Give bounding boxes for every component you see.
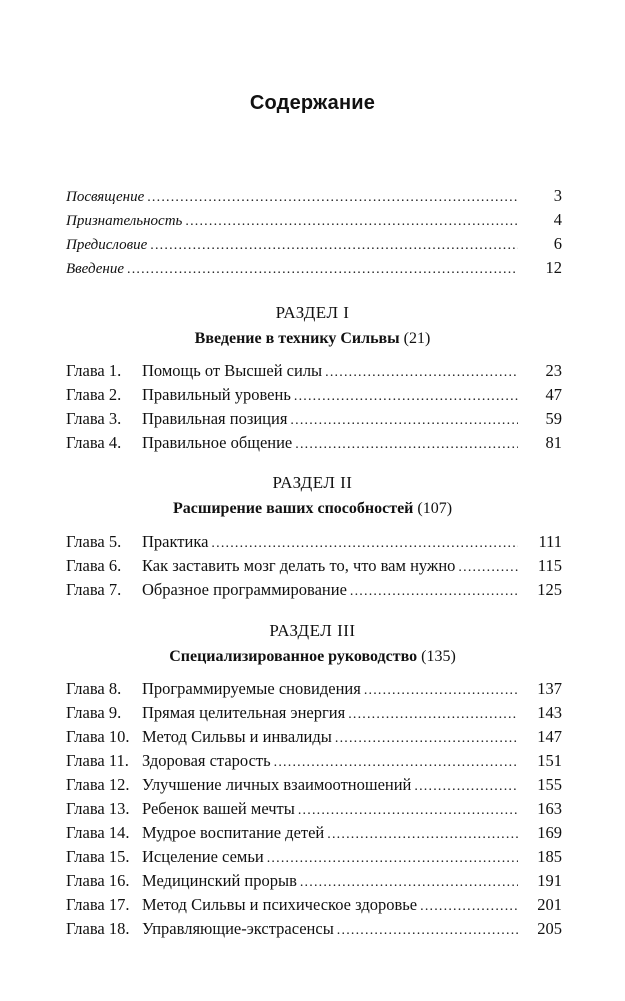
entry-page: 143 bbox=[537, 703, 562, 722]
entry-title: Медицинский прорыв bbox=[142, 871, 297, 890]
toc-entry bbox=[66, 797, 562, 821]
dot-leader bbox=[348, 703, 518, 727]
chapter-list bbox=[66, 677, 562, 941]
section-title: Расширение ваших способностей bbox=[172, 500, 414, 517]
entry-title: Прямая целительная энергия bbox=[142, 703, 346, 722]
entry-title: Программируемые сновидения bbox=[142, 679, 361, 698]
toc-entry bbox=[66, 208, 562, 232]
entry-page: 125 bbox=[537, 580, 562, 599]
dot-leader bbox=[300, 871, 518, 895]
entry-page: 59 bbox=[545, 409, 562, 428]
dot-leader bbox=[298, 799, 518, 823]
section-title: Введение в технику Сильвы bbox=[194, 330, 400, 347]
section-heading bbox=[0, 302, 625, 350]
toc-entry bbox=[66, 232, 562, 256]
entry-title: Правильное общение bbox=[142, 433, 293, 452]
entry-title: Здоровая старость bbox=[142, 751, 271, 770]
dot-leader bbox=[185, 210, 518, 234]
toc-entry bbox=[66, 893, 562, 917]
dot-leader bbox=[337, 919, 518, 943]
dot-leader bbox=[458, 556, 518, 580]
entry-page: 115 bbox=[537, 556, 562, 575]
dot-leader bbox=[420, 895, 518, 919]
toc-entry bbox=[66, 869, 562, 893]
toc-entry bbox=[66, 184, 562, 208]
section-label: РАЗДЕЛ II bbox=[272, 473, 353, 492]
entry-title: Метод Сильвы и инвалиды bbox=[142, 727, 332, 746]
toc-entry bbox=[66, 725, 562, 749]
entry-title: Как заставить мозг делать то, что вам нужно bbox=[142, 556, 456, 575]
entry-title: Введение bbox=[66, 261, 124, 277]
entry-page: 4 bbox=[553, 210, 562, 229]
entry-title: Улучшение личных взаимоотношений bbox=[142, 775, 412, 794]
toc-entry bbox=[66, 431, 562, 455]
dot-leader bbox=[290, 409, 518, 433]
entry-page: 185 bbox=[537, 847, 562, 866]
dot-leader bbox=[335, 727, 518, 751]
dot-leader bbox=[267, 847, 518, 871]
dot-leader bbox=[350, 580, 518, 604]
section-heading bbox=[0, 620, 625, 668]
entry-page: 191 bbox=[537, 871, 562, 890]
toc-entry bbox=[66, 359, 562, 383]
toc-entry bbox=[66, 677, 562, 701]
chapter-label: Глава 8. bbox=[66, 679, 122, 698]
entry-title: Мудрое воспитание детей bbox=[142, 823, 325, 842]
section-page: (21) bbox=[403, 330, 431, 347]
chapter-label: Глава 10. bbox=[66, 727, 130, 746]
entry-page: 155 bbox=[537, 775, 562, 794]
entry-title: Ребенок вашей мечты bbox=[142, 799, 295, 818]
section-heading bbox=[0, 472, 625, 520]
entry-page: 147 bbox=[537, 727, 562, 746]
dot-leader bbox=[274, 751, 518, 775]
dot-leader bbox=[414, 775, 518, 799]
entry-page: 111 bbox=[538, 532, 562, 551]
entry-title: Управляющие-экстрасенсы bbox=[142, 919, 334, 938]
toc-entry bbox=[66, 821, 562, 845]
entry-title: Посвящение bbox=[66, 189, 145, 205]
section-page: (135) bbox=[421, 648, 456, 665]
section-title-line bbox=[0, 498, 625, 520]
entry-page: 137 bbox=[537, 679, 562, 698]
chapter-label: Глава 13. bbox=[66, 799, 130, 818]
toc-entry bbox=[66, 845, 562, 869]
chapter-label: Глава 6. bbox=[66, 556, 122, 575]
toc-entry bbox=[66, 917, 562, 941]
toc-entry bbox=[66, 773, 562, 797]
section-title: Специализированное руководство bbox=[169, 648, 418, 665]
toc-entry bbox=[66, 383, 562, 407]
chapter-label: Глава 15. bbox=[66, 847, 130, 866]
entry-page: 205 bbox=[537, 919, 562, 938]
toc-entry bbox=[66, 701, 562, 725]
section-title-line bbox=[0, 646, 625, 668]
section-label: РАЗДЕЛ I bbox=[275, 303, 350, 322]
chapter-label: Глава 18. bbox=[66, 919, 130, 938]
entry-page: 201 bbox=[537, 895, 562, 914]
entry-title: Признательность bbox=[66, 213, 183, 229]
chapter-label: Глава 7. bbox=[66, 580, 122, 599]
entry-title: Исцеление семьи bbox=[142, 847, 264, 866]
chapter-label: Глава 16. bbox=[66, 871, 130, 890]
entry-page: 6 bbox=[553, 234, 562, 253]
dot-leader bbox=[147, 186, 518, 210]
entry-title: Правильный уровень bbox=[142, 385, 291, 404]
toc-entry bbox=[66, 407, 562, 431]
front-matter-list bbox=[66, 184, 562, 280]
chapter-label: Глава 17. bbox=[66, 895, 130, 914]
chapter-label: Глава 14. bbox=[66, 823, 130, 842]
entry-page: 81 bbox=[545, 433, 562, 452]
dot-leader bbox=[364, 679, 518, 703]
entry-page: 169 bbox=[537, 823, 562, 842]
entry-page: 151 bbox=[537, 751, 562, 770]
dot-leader bbox=[327, 823, 518, 847]
dot-leader bbox=[150, 234, 518, 258]
entry-title: Помощь от Высшей силы bbox=[142, 361, 323, 380]
section-page: (107) bbox=[417, 500, 453, 517]
toc-entry bbox=[66, 554, 562, 578]
entry-title: Практика bbox=[142, 532, 209, 551]
toc-entry bbox=[66, 749, 562, 773]
toc-entry bbox=[66, 578, 562, 602]
entry-title: Образное программирование bbox=[142, 580, 347, 599]
page-title: Содержание bbox=[249, 92, 376, 114]
chapter-label: Глава 12. bbox=[66, 775, 130, 794]
entry-page: 23 bbox=[545, 361, 562, 380]
chapter-label: Глава 5. bbox=[66, 532, 122, 551]
toc-entry bbox=[66, 530, 562, 554]
chapter-label: Глава 4. bbox=[66, 433, 122, 452]
entry-page: 12 bbox=[545, 258, 562, 277]
chapter-label: Глава 11. bbox=[66, 751, 129, 770]
dot-leader bbox=[294, 385, 518, 409]
chapter-list bbox=[66, 530, 562, 602]
dot-leader bbox=[127, 258, 518, 282]
chapter-label: Глава 1. bbox=[66, 361, 122, 380]
entry-title: Правильная позиция bbox=[142, 409, 288, 428]
chapter-label: Глава 9. bbox=[66, 703, 122, 722]
entry-page: 47 bbox=[545, 385, 562, 404]
entry-title: Метод Сильвы и психическое здоровье bbox=[142, 895, 418, 914]
entry-page: 3 bbox=[553, 186, 562, 205]
chapter-label: Глава 3. bbox=[66, 409, 122, 428]
chapter-label: Глава 2. bbox=[66, 385, 122, 404]
chapter-list bbox=[66, 359, 562, 455]
section-title-line bbox=[0, 328, 625, 350]
dot-leader bbox=[211, 532, 518, 556]
dot-leader bbox=[325, 361, 518, 385]
dot-leader bbox=[295, 433, 518, 457]
entry-page: 163 bbox=[537, 799, 562, 818]
entry-title: Предисловие bbox=[66, 237, 148, 253]
section-label: РАЗДЕЛ III bbox=[269, 621, 356, 640]
toc-entry bbox=[66, 256, 562, 280]
